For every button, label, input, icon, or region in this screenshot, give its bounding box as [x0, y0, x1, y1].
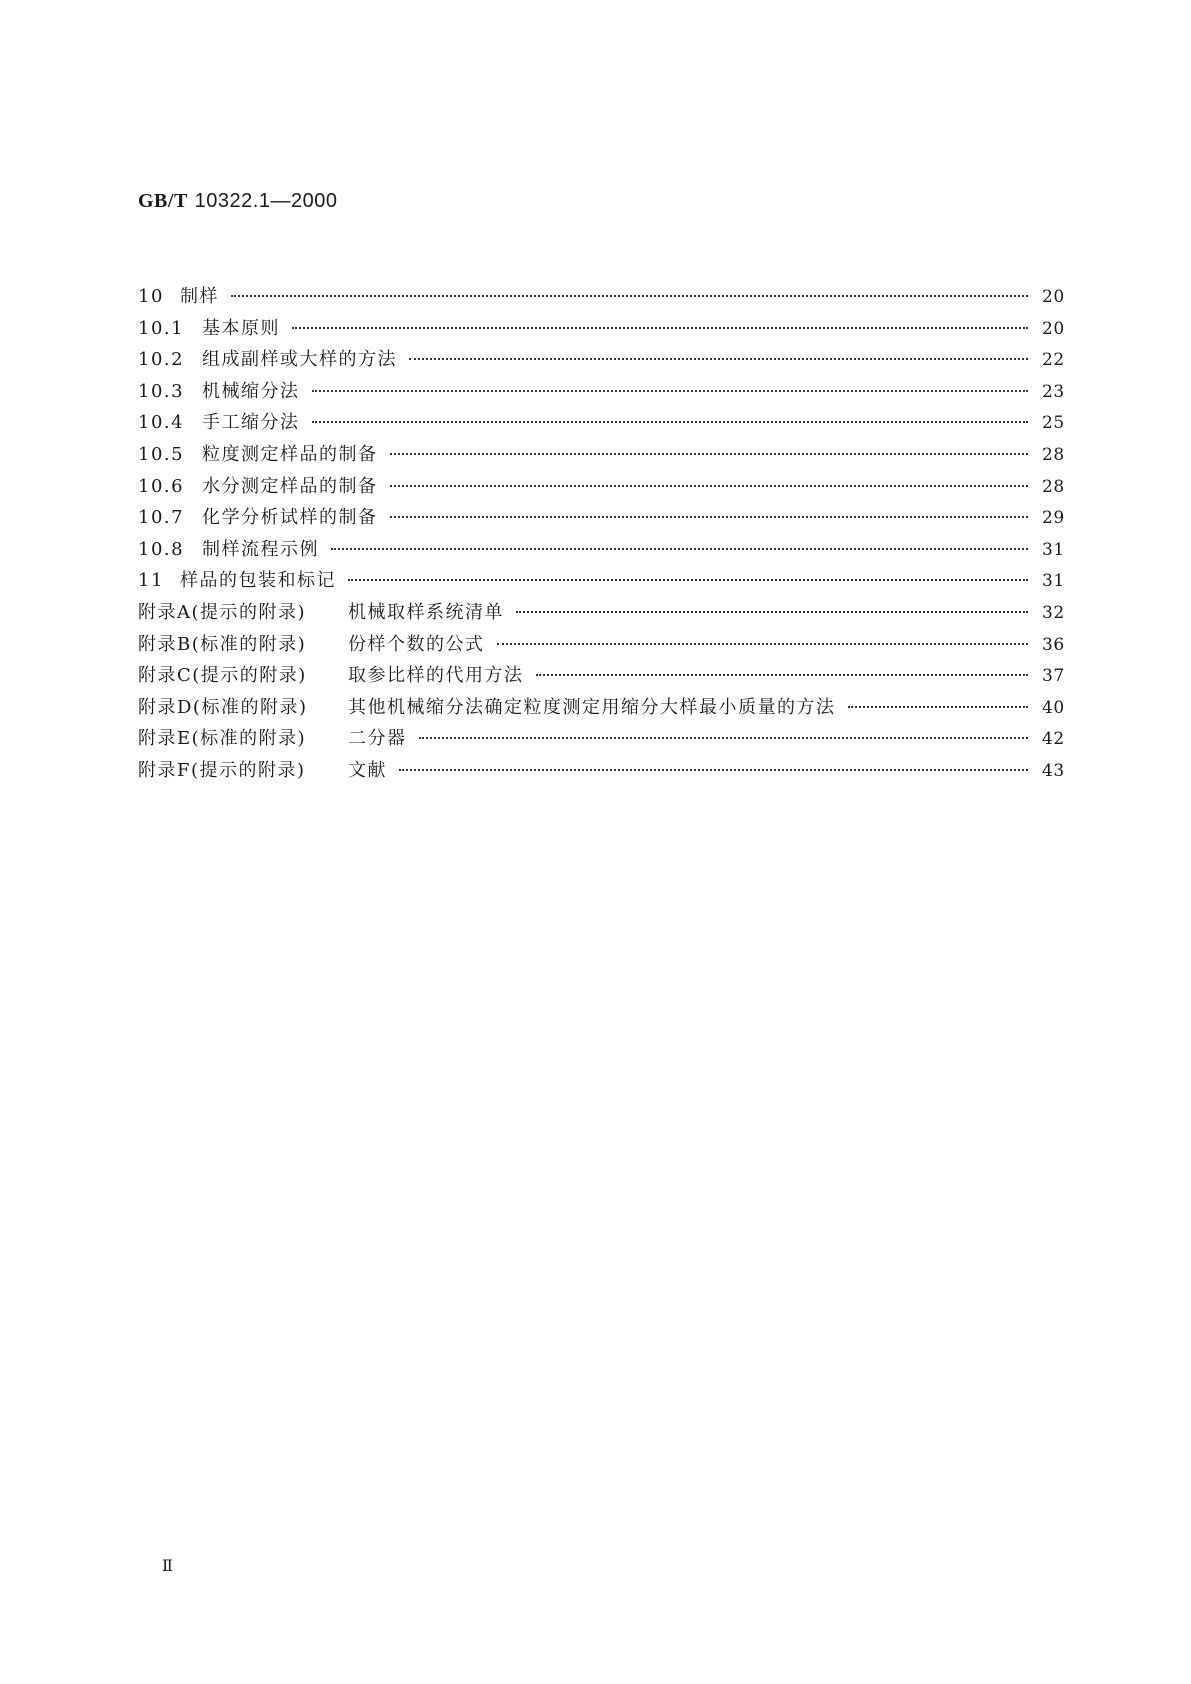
toc-entry-number: 10.7 [138, 507, 185, 529]
toc-leader-dots [390, 498, 1029, 518]
document-header [138, 188, 337, 213]
toc-entry-number: 附录E(标准的附录) [138, 728, 307, 750]
toc-leader-dots [390, 435, 1029, 455]
toc-entry-title: 其他机械缩分法确定粒度测定用缩分大样最小质量的方法 [348, 696, 836, 718]
toc-leader-dots [419, 719, 1029, 739]
toc-entry-number: 10.1 [138, 317, 185, 339]
toc-entry-title: 手工缩分法 [202, 412, 300, 434]
toc-entry-page: 28 [1042, 444, 1065, 465]
toc-entry-page: 20 [1042, 287, 1065, 307]
toc-entry-page: 40 [1042, 697, 1065, 718]
toc-entry[interactable] [138, 756, 1064, 788]
toc-entry-page: 42 [1042, 729, 1065, 750]
toc-entry-number: 附录C(提示的附录) [138, 665, 307, 687]
toc-entry-title: 取参比样的代用方法 [348, 665, 524, 687]
toc-entry-number: 10 [138, 286, 164, 307]
toc-entry-page: 22 [1042, 350, 1065, 371]
toc-entry-page: 43 [1042, 760, 1065, 781]
toc-entry-title: 基本原则 [202, 317, 280, 339]
toc-entry-title: 组成副样或大样的方法 [202, 349, 397, 371]
page-number: Ⅱ [162, 1556, 173, 1575]
toc-entry-number: 附录A(提示的附录) [138, 601, 307, 623]
toc-entry-title: 机械取样系统清单 [348, 601, 504, 623]
toc-entry-title: 水分测定样品的制备 [202, 475, 378, 497]
toc-leader-dots [331, 530, 1028, 550]
toc-entry-number: 10.6 [138, 475, 185, 497]
toc-leader-dots [536, 656, 1029, 676]
toc-entry-page: 29 [1042, 508, 1065, 529]
standard-prefix: GB/T [138, 190, 188, 212]
toc-leader-dots [348, 561, 1028, 581]
toc-entry-title: 二分器 [348, 728, 407, 750]
toc-entry-number: 10.8 [138, 538, 185, 560]
toc-leader-dots [312, 403, 1029, 423]
toc-entry-title: 制样 [180, 286, 219, 307]
toc-entry-title: 制样流程示例 [202, 538, 319, 560]
toc-entry-page: 31 [1042, 539, 1065, 560]
toc-leader-dots [409, 340, 1028, 360]
toc-leader-dots [390, 467, 1029, 487]
toc-entry-title: 文献 [348, 759, 387, 781]
toc-entry-number: 附录D(标准的附录) [138, 696, 308, 718]
toc-entry-title: 化学分析试样的制备 [202, 507, 378, 529]
toc-leader-dots [292, 309, 1028, 329]
toc-entry-title: 机械缩分法 [202, 380, 300, 402]
toc-entry-number: 附录F(提示的附录) [138, 759, 306, 781]
toc-entry-number: 10.3 [138, 380, 185, 402]
toc-entry-page: 23 [1042, 381, 1065, 402]
toc-entry-page: 37 [1042, 666, 1065, 687]
toc-entry-number: 10.5 [138, 443, 185, 465]
toc-entry-number: 附录B(标准的附录) [138, 633, 307, 655]
toc-entry-page: 31 [1042, 571, 1065, 592]
toc-entry-page: 20 [1042, 318, 1065, 339]
toc-entry-title: 粒度测定样品的制备 [202, 443, 378, 465]
table-of-contents [138, 282, 1064, 788]
toc-entry-number: 11 [138, 570, 164, 592]
toc-entry-title: 份样个数的公式 [348, 633, 485, 655]
standard-number: 10322.1—2000 [194, 190, 338, 212]
toc-leader-dots [399, 751, 1028, 771]
toc-entry-page: 25 [1042, 413, 1065, 434]
toc-entry-title: 样品的包装和标记 [180, 570, 336, 592]
toc-leader-dots [516, 593, 1028, 613]
toc-entry-number: 10.4 [138, 412, 185, 434]
toc-entry-page: 32 [1042, 602, 1065, 623]
toc-leader-dots [312, 372, 1029, 392]
toc-leader-dots [497, 625, 1029, 645]
toc-leader-dots [231, 277, 1028, 297]
toc-entry-page: 28 [1042, 476, 1065, 497]
toc-entry-page: 36 [1042, 634, 1065, 655]
toc-entry-number: 10.2 [138, 349, 185, 371]
toc-leader-dots [848, 688, 1029, 708]
